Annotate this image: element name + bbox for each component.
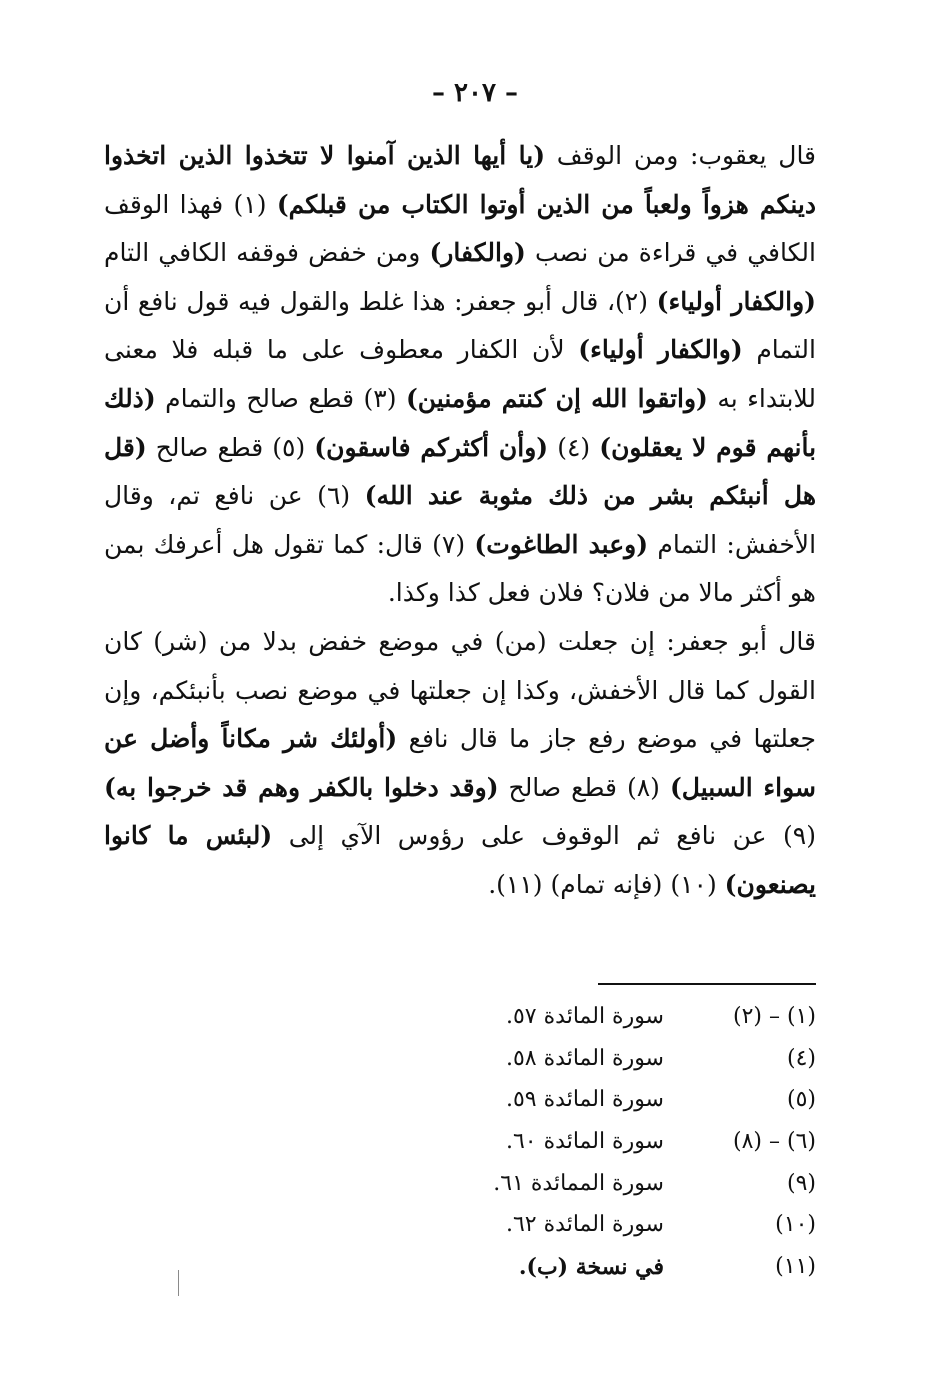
main-text xyxy=(104,132,816,910)
footnote-text: سورة الممائدة ٦١. xyxy=(493,1170,664,1196)
footnote-separator xyxy=(598,983,816,985)
footnote-ref: (٦) – (٨) xyxy=(733,1129,816,1155)
quran-quote: (واتقوا الله إن كنتم مؤمنين) xyxy=(405,383,708,413)
paragraph-2 xyxy=(104,618,816,910)
footnote-ref: (١) – (٢) xyxy=(733,1004,816,1029)
footnote-text: في نسخة (ب). xyxy=(518,1254,664,1281)
text-run: لأن الكفار معطوف على ما قبله فلا معنى للابتداء به xyxy=(104,335,817,413)
footnote-text: سورة المائدة ٦٠. xyxy=(505,1129,664,1155)
text-run: (٨) قطع صالح xyxy=(498,772,670,802)
text-run: (٣) قطع صالح والتمام xyxy=(155,383,406,413)
footnote-item xyxy=(480,1000,816,1042)
footnote-text: سورة المائدة ٥٨. xyxy=(505,1045,664,1071)
quran-quote: (يا أيها الذين آمنوا لا تتخذوا الذين اتخذوا دينكم هزواً ولعباً من الذين أوتوا الكتاب من قبلكم) xyxy=(104,141,816,219)
paragraph-1 xyxy=(104,132,816,618)
footnote-item xyxy=(480,1042,816,1084)
text-run: قال يعقوب: ومن الوقف xyxy=(545,141,817,170)
text-run: (١٠) (فإنه تمام) (١١). xyxy=(488,869,725,899)
footnote-ref: (١١) xyxy=(775,1254,816,1280)
quran-quote: (ذلك بأنهم قوم لا يعقلون) xyxy=(104,383,817,462)
quran-quote: (لبئس ما كانوا يصنعون) xyxy=(104,821,816,899)
text-run: (٢)، قال أبو جعفر: هذا غلط والقول فيه قول نافع أن التمام xyxy=(104,286,816,365)
footnote-item xyxy=(480,1250,816,1292)
page-number: – ٢٠٧ – xyxy=(431,78,519,108)
quran-quote: (والكفار) xyxy=(429,238,526,268)
quran-quote: (والكفار أولياء) xyxy=(578,335,743,365)
footnote-text: سورة المائدة ٦٢. xyxy=(505,1212,664,1238)
text-run: قال أبو جعفر: إن جعلت (من) في موضع خفض بدلا من (شر) كان القول كما قال الأخفش، وكذا إن جعلتها في موضع نصب بأنبئكم، وإن جعلتها في موضع رفع جاز ما قال نافع xyxy=(104,626,816,754)
quran-quote: (وعبد الطاغوت) xyxy=(474,529,649,559)
text-run: (٧) قال: كما تقول هل أعرفك بمن هو أكثر مالا من فلان؟ فلان فعل كذا وكذا. xyxy=(104,529,816,608)
footnote-item xyxy=(480,1125,816,1167)
quran-quote: (وقد دخلوا بالكفر وهم قد خرجوا به) xyxy=(104,772,499,802)
footnote-text: سورة المائدة ٥٧. xyxy=(505,1004,664,1029)
text-run: (٦) عن نافع تم، وقال الأخفش: التمام xyxy=(104,481,817,559)
footnote-ref: (٤) xyxy=(786,1045,816,1071)
scan-artifact xyxy=(178,1270,179,1296)
footnote-item xyxy=(480,1208,816,1250)
text-run: (٥) قطع صالح xyxy=(146,432,315,462)
quran-quote: (أولئك شر مكاناً وأضل عن سواء السبيل) xyxy=(104,724,816,802)
footnote-item xyxy=(480,1083,816,1125)
quran-quote: (والكفار أولياء) xyxy=(656,286,816,316)
footnotes xyxy=(480,1000,816,1292)
text-run: (١) فهذا الوقف الكافي في قراءة من نصب xyxy=(104,189,816,268)
text-run: (٩) عن نافع ثم الوقوف على رؤوس الآي إلى xyxy=(272,821,816,851)
footnote-ref: (١٠) xyxy=(775,1212,816,1238)
quran-quote: (قل هل أنبئكم بشر من ذلك مثوبة عند الله) xyxy=(104,432,817,511)
quran-quote: (وأن أكثركم فاسقون) xyxy=(314,432,549,462)
footnote-ref: (٩) xyxy=(786,1170,816,1196)
footnote-ref: (٥) xyxy=(786,1087,816,1113)
text-run: ومن خفض فوقفه الكافي التام xyxy=(104,238,430,268)
footnote-item xyxy=(480,1167,816,1209)
footnote-text: سورة المائدة ٥٩. xyxy=(505,1087,664,1113)
text-run: (٤) xyxy=(548,432,600,462)
